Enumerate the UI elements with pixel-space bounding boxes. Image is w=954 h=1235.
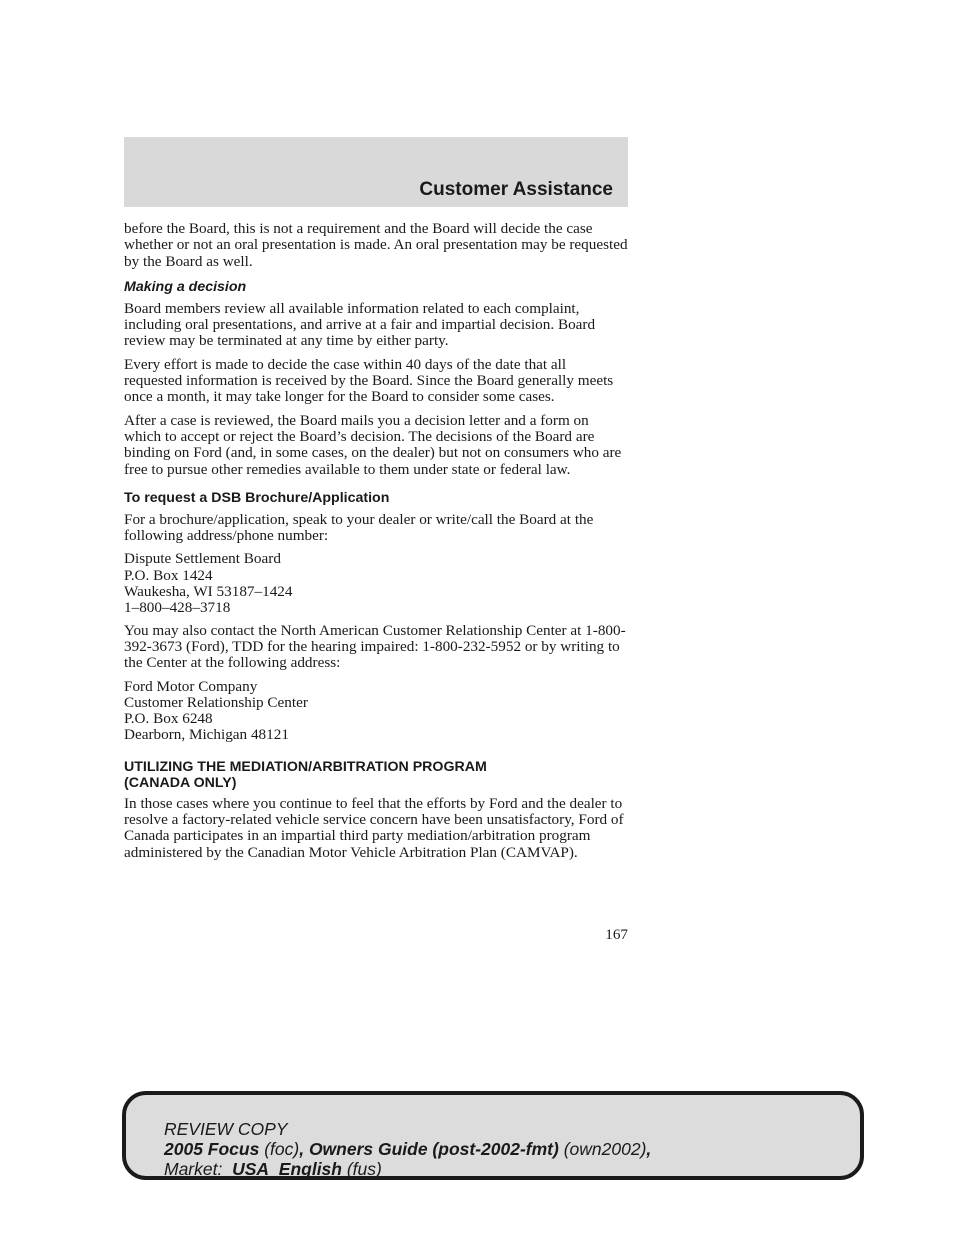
ford-address-line: P.O. Box 6248 — [124, 710, 213, 728]
review-copy-model-line — [164, 1139, 651, 1159]
review-market: USA_English — [232, 1159, 342, 1179]
paragraph-decision-timing: Every effort is made to decide the case within 40 days of the date that all requested information is received by the Board. Since the Board generally meets once a month, it may take longer for the Board to consider some cases. — [124, 355, 614, 406]
paragraph-board-review: Board members review all available information related to each complaint, including oral presentations, and arrive at a fair and impartial decision. Board review may be terminated at any time by either party. — [124, 299, 596, 350]
ford-address-line: Customer Relationship Center — [124, 693, 308, 711]
header-band — [124, 137, 628, 207]
section-heading-mediation — [124, 759, 628, 791]
ford-address-line: Ford Motor Company — [124, 677, 258, 695]
dsb-address-line: Waukesha, WI 53187–1424 — [124, 583, 293, 601]
review-copy-market-line — [164, 1159, 651, 1179]
review-separator: , — [299, 1139, 309, 1159]
section-heading-line: UTILIZING THE MEDIATION/ARBITRATION PROGRAM — [124, 758, 487, 775]
dsb-phone-number: 1–800–428–3718 — [124, 599, 231, 617]
dsb-address-line: Dispute Settlement Board — [124, 550, 281, 568]
paragraph-decision-letter: After a case is reviewed, the Board mails you a decision letter and a form on which to accept or reject the Board’s decision. The decisions of the Board are binding on Ford (and, in some cases, on the dealer) but not on consumers who are free to pursue other remedies available to them under state or federal law. — [124, 411, 622, 478]
review-copy-box — [122, 1091, 864, 1180]
dsb-address-block — [124, 551, 628, 616]
review-separator: , — [646, 1139, 652, 1159]
paragraph-oral-presentation: before the Board, this is not a requirement and the Board will decide the case whether or not an oral presentation is made. An oral presentation may be requested by the Board as well. — [124, 220, 628, 270]
review-model: 2005 Focus — [164, 1139, 260, 1159]
heading-dsb-brochure: To request a DSB Brochure/Application — [124, 489, 390, 506]
review-copy-label: REVIEW COPY — [164, 1119, 288, 1139]
main-content — [124, 221, 628, 868]
ford-address-line: Dearborn, Michigan 48121 — [124, 726, 289, 744]
review-market-code: (fus) — [346, 1159, 382, 1179]
review-model-code: (foc) — [264, 1139, 300, 1159]
page-title: Customer Assistance — [419, 179, 613, 200]
page-number: 167 — [605, 926, 628, 943]
dsb-address-line: P.O. Box 1424 — [124, 566, 213, 584]
ford-address-block — [124, 679, 628, 744]
review-guide: Owners Guide (post-2002-fmt) — [308, 1139, 559, 1159]
review-guide-code: (own2002) — [563, 1139, 647, 1159]
review-copy-text — [164, 1119, 651, 1179]
section-heading-line: (CANADA ONLY) — [124, 774, 237, 791]
paragraph-customer-relationship-center: You may also contact the North American Customer Relationship Center at 1-800-392-3673 (Ford), TDD for the hearing impaired: 1-800-232-5952 or by writing to the Center at the following address: — [124, 621, 626, 672]
heading-making-decision: Making a decision — [124, 278, 247, 295]
paragraph-brochure-request: For a brochure/application, speak to your dealer or write/call the Board at the following address/phone number: — [124, 510, 594, 545]
paragraph-camvap: In those cases where you continue to feel that the efforts by Ford and the dealer to resolve a factory-related vehicle service concern have been unsatisfactory, Ford of Canada participates in an impartial third party mediation/arbitration program administered by the Canadian Motor Vehicle Arbitration Plan (CAMVAP). — [124, 794, 624, 861]
review-market-label: Market: — [164, 1159, 223, 1179]
